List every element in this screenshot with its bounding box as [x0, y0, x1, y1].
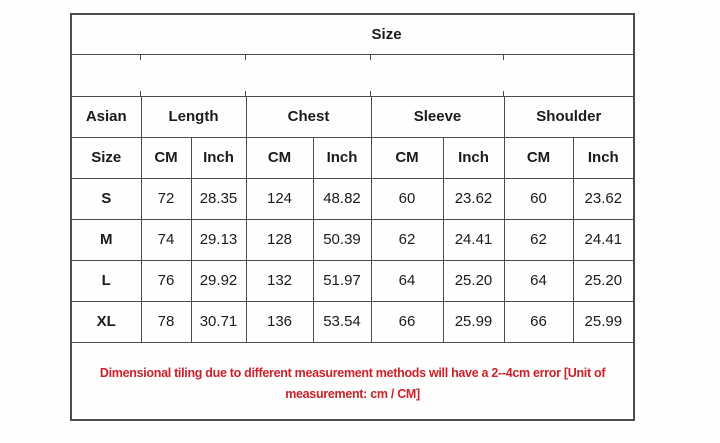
- sleeve-inch-value: 24.41: [443, 219, 504, 260]
- footer-row: [71, 342, 634, 420]
- shoulder-cm-value: 64: [504, 260, 573, 301]
- shoulder-inch-value: 23.62: [573, 178, 634, 219]
- group-header-asian: Asian: [71, 96, 141, 137]
- shoulder-inch-value: 24.41: [573, 219, 634, 260]
- size-chart-table: [70, 13, 635, 421]
- unit-header-chest-inch: Inch: [313, 137, 371, 178]
- unit-header-chest-cm: CM: [246, 137, 313, 178]
- column-tick: [370, 55, 371, 60]
- disclaimer-line-1: Dimensional tiling due to different measurement methods will have a 2--4cm error [Unit of: [99, 365, 606, 380]
- column-tick: [245, 91, 246, 96]
- sleeve-cm-value: 64: [371, 260, 443, 301]
- shoulder-cm-value: 62: [504, 219, 573, 260]
- shoulder-cm-value: 66: [504, 301, 573, 342]
- shoulder-inch-value: 25.20: [573, 260, 634, 301]
- unit-header-shoulder-inch: Inch: [573, 137, 634, 178]
- unit-header-length-inch: Inch: [191, 137, 246, 178]
- spacer-row: [71, 54, 634, 96]
- size-row-s: [71, 178, 634, 219]
- sleeve-inch-value: 23.62: [443, 178, 504, 219]
- length-cm-value: 78: [141, 301, 191, 342]
- group-header-sleeve: Sleeve: [371, 96, 504, 137]
- group-header-chest: Chest: [246, 96, 371, 137]
- length-inch-value: 30.71: [191, 301, 246, 342]
- sleeve-cm-value: 66: [371, 301, 443, 342]
- unit-header-row: [71, 137, 634, 178]
- chest-inch-value: 51.97: [313, 260, 371, 301]
- group-header-length: Length: [141, 96, 246, 137]
- disclaimer-line-2: measurement: cm / CM]: [285, 386, 420, 401]
- spacer-cell: [71, 54, 634, 96]
- size-row-label: L: [71, 260, 141, 301]
- column-tick: [503, 91, 504, 96]
- size-row-xl: [71, 301, 634, 342]
- chest-cm-value: 124: [246, 178, 313, 219]
- sleeve-cm-value: 60: [371, 178, 443, 219]
- unit-header-sleeve-inch: Inch: [443, 137, 504, 178]
- group-header-row: [71, 96, 634, 137]
- shoulder-inch-value: 25.99: [573, 301, 634, 342]
- size-row-l: [71, 260, 634, 301]
- chest-cm-value: 132: [246, 260, 313, 301]
- unit-header-length-cm: CM: [141, 137, 191, 178]
- chest-inch-value: 50.39: [313, 219, 371, 260]
- length-cm-value: 72: [141, 178, 191, 219]
- column-tick: [140, 55, 141, 60]
- sleeve-inch-value: 25.20: [443, 260, 504, 301]
- size-row-label: S: [71, 178, 141, 219]
- size-row-label: XL: [71, 301, 141, 342]
- length-cm-value: 74: [141, 219, 191, 260]
- chest-cm-value: 128: [246, 219, 313, 260]
- unit-header-size: Size: [71, 137, 141, 178]
- length-inch-value: 29.13: [191, 219, 246, 260]
- column-tick: [503, 55, 504, 60]
- length-cm-value: 76: [141, 260, 191, 301]
- column-tick: [245, 55, 246, 60]
- title-row: [71, 14, 634, 54]
- column-tick: [140, 91, 141, 96]
- unit-header-sleeve-cm: CM: [371, 137, 443, 178]
- column-tick: [370, 91, 371, 96]
- chest-cm-value: 136: [246, 301, 313, 342]
- length-inch-value: 29.92: [191, 260, 246, 301]
- length-inch-value: 28.35: [191, 178, 246, 219]
- measurement-disclaimer: [71, 342, 634, 420]
- chest-inch-value: 53.54: [313, 301, 371, 342]
- shoulder-cm-value: 60: [504, 178, 573, 219]
- sleeve-cm-value: 62: [371, 219, 443, 260]
- group-header-shoulder: Shoulder: [504, 96, 634, 137]
- table-title-cell: [71, 14, 634, 54]
- chest-inch-value: 48.82: [313, 178, 371, 219]
- size-row-label: M: [71, 219, 141, 260]
- sleeve-inch-value: 25.99: [443, 301, 504, 342]
- size-row-m: [71, 219, 634, 260]
- unit-header-shoulder-cm: CM: [504, 137, 573, 178]
- table-title: Size: [371, 25, 402, 43]
